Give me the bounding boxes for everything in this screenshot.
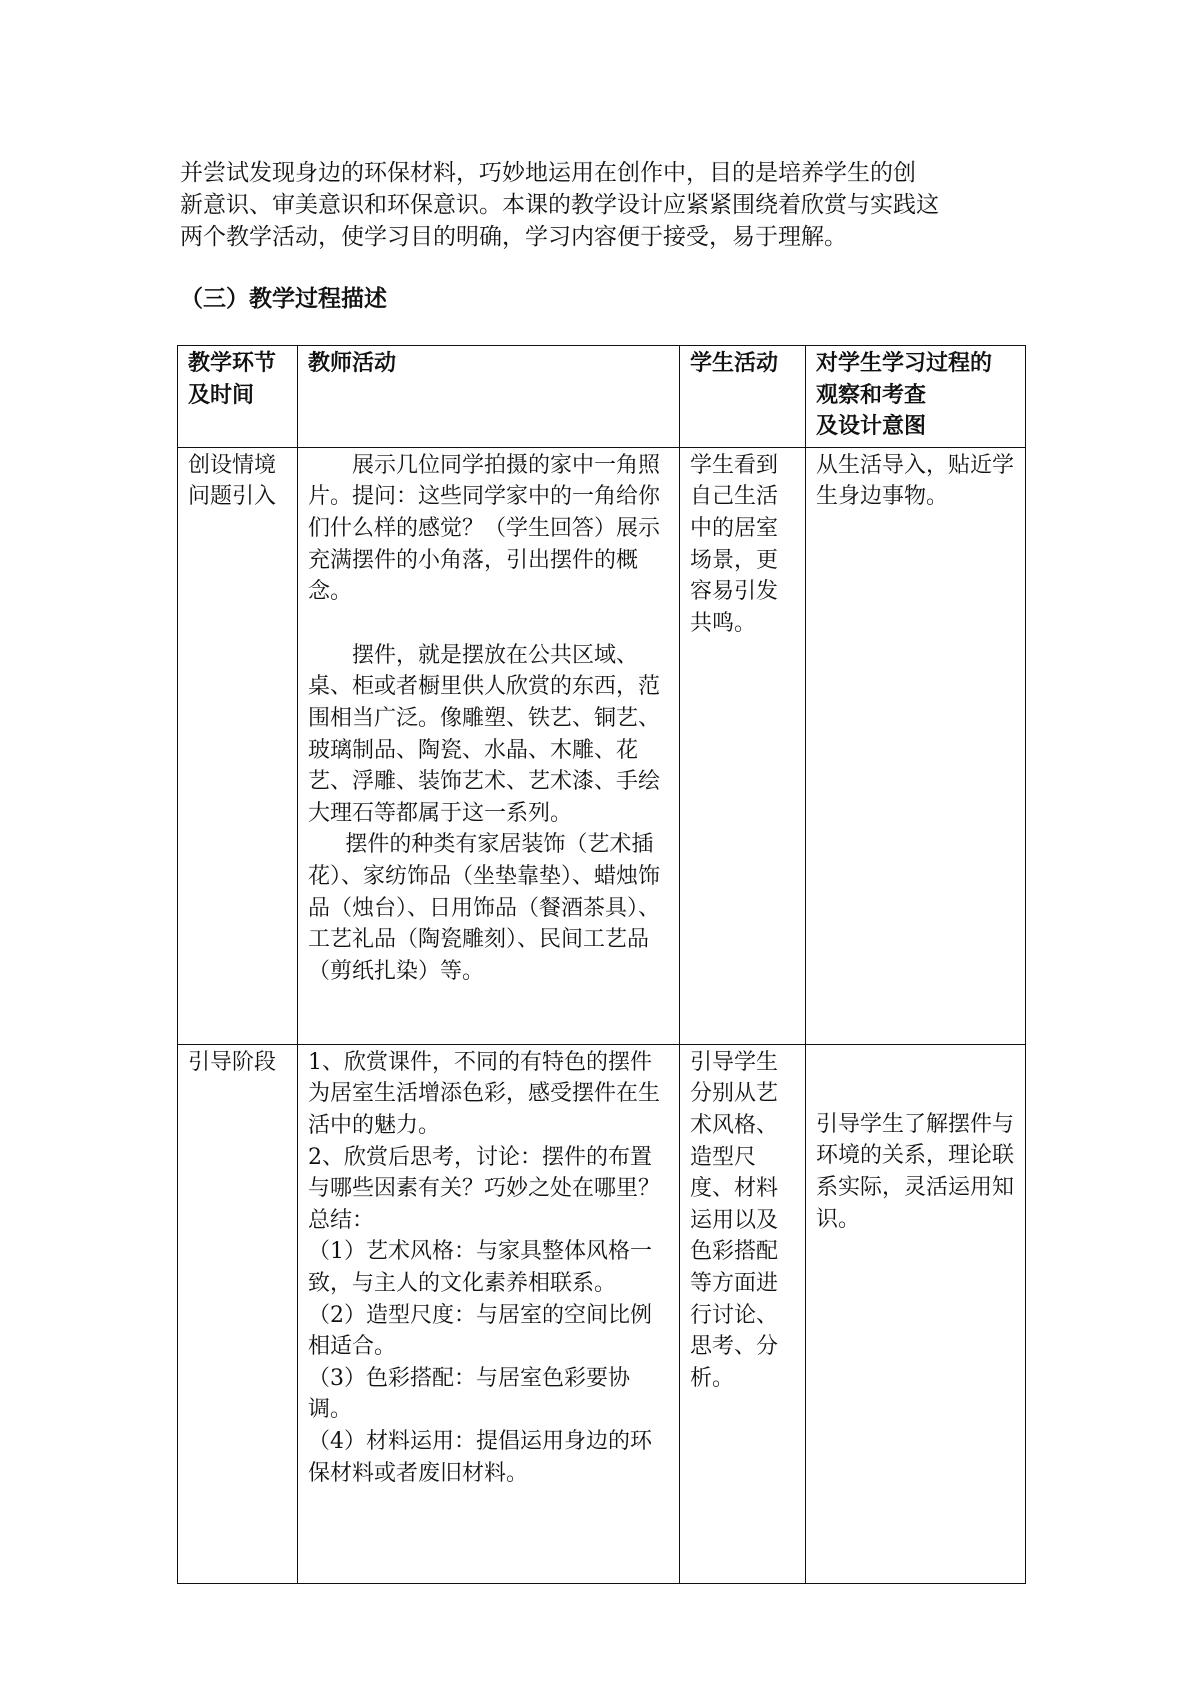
table-header-row [178, 346, 1026, 448]
header-stage-line: 及时间 [188, 381, 255, 408]
cell-observation: 引导学生了解摆件与环境的关系，理论联系实际，灵活运用知识。 [806, 1044, 1026, 1583]
header-observation-line: 对学生学习过程的 [816, 350, 993, 376]
teacher-paragraph: （2）造型尺度：与居室的空间比例相适合。 [308, 1302, 652, 1360]
cell-observation: 从生活导入，贴近学生身边事物。 [806, 447, 1026, 1044]
intro-line: 新意识、审美意识和环保意识。本课的教学设计应紧紧围绕着欣赏与实践这 [180, 192, 939, 218]
header-stage-line: 教学环节 [188, 350, 277, 376]
teacher-paragraph: （4）材料运用：提倡运用身边的环保材料或者废旧材料。 [308, 1428, 652, 1486]
cell-student: 学生看到自己生活中的居室场景，更容易引发共鸣。 [680, 447, 806, 1044]
table-row [178, 447, 1026, 1044]
teacher-paragraph: 1、欣赏课件，不同的有特色的摆件为居室生活增添色彩，感受摆件在生活中的魅力。 [308, 1049, 661, 1138]
cell-stage: 引导阶段 [178, 1044, 298, 1583]
teacher-paragraph: 摆件，就是摆放在公共区域、桌、柜或者橱里供人欣赏的东西，范围相当广泛。像雕塑、铁艺、铜艺、玻璃制品、陶瓷、水晶、木雕、花艺、浮雕、装饰艺术、艺术漆、手绘大理石等都属于这一系列。 [308, 642, 661, 826]
section-title: （三）教学过程描述 [180, 285, 387, 312]
teacher-paragraph: 总结： [308, 1207, 375, 1233]
header-teacher: 教师活动 [298, 346, 680, 448]
header-observation-line: 及设计意图 [816, 413, 927, 440]
teacher-paragraph: 2、欣赏后思考，讨论：摆件的布置与哪些因素有关？巧妙之处在哪里？ [308, 1144, 661, 1202]
teaching-process-table [177, 345, 1026, 1584]
cell-teacher [298, 1044, 680, 1583]
intro-line: 并尝试发现身边的环保材料，巧妙地运用在创作中，目的是培养学生的创 [180, 160, 916, 186]
table-row [178, 1044, 1026, 1583]
teacher-paragraph: 展示几位同学拍摄的家中一角照片。提问：这些同学家中的一角给你们什么样的感觉？（学生回答）展示充满摆件的小角落，引出摆件的概念。 [308, 452, 661, 605]
teacher-paragraph: 摆件的种类有家居装饰（艺术插花）、家纺饰品（坐垫靠垫）、蜡烛饰品（烛台）、日用饰品（餐酒茶具）、工艺礼品（陶瓷雕刻）、民间工艺品（剪纸扎染）等。 [308, 832, 661, 984]
header-student: 学生活动 [680, 346, 806, 448]
intro-line: 两个教学活动，使学习目的明确，学习内容便于接受，易于理解。 [180, 224, 847, 250]
header-stage [178, 346, 298, 448]
header-observation-line: 观察和考查 [816, 381, 927, 408]
teacher-paragraph: （3）色彩搭配：与居室色彩要协调。 [308, 1365, 630, 1423]
header-observation [806, 346, 1026, 448]
cell-student: 引导学生分别从艺术风格、造型尺度、材料运用以及色彩搭配等方面进行讨论、思考、分析。 [680, 1044, 806, 1583]
cell-stage: 创设情境问题引入 [178, 447, 298, 1044]
paragraph-gap [308, 608, 670, 640]
cell-teacher [298, 447, 680, 1044]
teacher-paragraph: （1）艺术风格：与家具整体风格一致，与主人的文化素养相联系。 [308, 1239, 652, 1296]
intro-paragraph [180, 157, 1025, 253]
